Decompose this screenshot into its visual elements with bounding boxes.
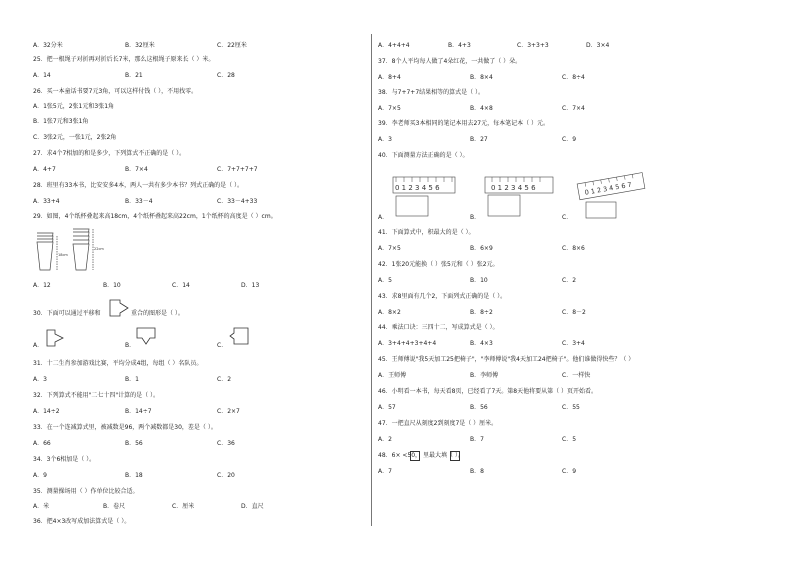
column-divider [371,34,372,526]
option: A．57 [378,404,396,411]
option: C．8×6 [562,245,585,252]
option: B．18 [125,472,143,479]
option: B．8÷2 [470,309,493,316]
question-32: 32．下列算式不能用"二七十四"计算的是（ ）。 [33,392,160,399]
question-27: 27．求4个7相加的和是多少，下列算式不正确的是（ ）。 [33,150,186,157]
question-43: 43．求8里面有几个2，下面列式正确的是（ ）。 [378,293,507,300]
question-25: 25．把一根绳子对折再对折后长7米，那么这根绳子原来长（ ）米。 [33,56,215,63]
option: A．14 [33,72,51,79]
option: A．8×2 [378,309,401,316]
blank-box [450,451,460,461]
option: B．32厘米 [125,42,155,49]
question-44: 44．乘法口诀：三四十二，写成算式是（ ）。 [378,324,499,331]
option: A．3+4+4+3+4+4 [378,340,437,347]
ruler-c-digits: 0 1 2 3 4 5 6 7 [584,180,633,197]
option: C．7+7+7+7 [217,166,258,173]
paper-cups-figure [35,228,105,274]
question-38: 38．与7+7+7结果相等的算式是（ ）。 [378,89,485,96]
option: A．1张5元，2张1元和3张1角 [33,103,115,110]
option: B．8 [470,468,484,475]
option: B． [470,214,481,221]
option: C． [217,342,228,349]
option: A．米 [33,503,50,510]
option: A．12 [33,282,51,289]
question-34: 34．3个6相加是（ ）。 [33,456,96,463]
option: B．10 [103,282,121,289]
option: C．3+3+3 [517,42,549,49]
option: A．4+7 [33,166,56,173]
ruler-c-figure [576,172,648,220]
shape-b-icon [135,326,157,346]
option: A．3 [378,136,392,143]
option: B．56 [470,404,488,411]
option: A．32分米 [33,42,63,49]
option: A．7×5 [378,245,401,252]
option: C．7×4 [562,105,585,112]
question-30: 30．下面可以通过平移和 [33,310,101,317]
option: B．4+3 [448,42,471,49]
question-39: 39．李老师买3本相同的笔记本用去27元，每本笔记本（ ）元。 [378,120,549,127]
option: C．一样快 [562,372,591,379]
question-33: 33．在一个连减算式里，被减数是96，两个减数都是30，差是（ ）。 [33,424,217,431]
option: B．8×4 [470,74,493,81]
option: C．55 [562,404,580,411]
question-26: 26．买一本童话书要7元3角，可以这样付钱（ ），不用找零。 [33,88,198,95]
option: B．33－4 [125,198,153,205]
blank-box [410,451,420,461]
option: B．7 [470,436,484,443]
ruler-b-figure [484,176,556,218]
option: C．14 [172,282,190,289]
option: C．3张2元，一张1元，2张2角 [33,134,117,141]
option: C．36 [217,440,235,447]
option: A． [33,342,44,349]
question-41: 41．下面算式中，积最大的是（ ）。 [378,229,475,236]
option: A．33+4 [33,198,60,205]
question-45: 45．王师傅说"我5天加工25把椅子"，"李师傅说"我4天加工24把椅子"。他们谁做得快些？（ ） [378,356,635,363]
question-37: 37．8个人平均每人做了4朵红花，一共做了（ ）朵。 [378,58,522,65]
option: C．8－2 [562,309,586,316]
option: C．2 [217,376,232,383]
option: C．5 [562,436,577,443]
option: A．8+4 [378,74,401,81]
option: D．3×4 [586,42,610,49]
option: A．66 [33,440,51,447]
cups-left-label: 18cm [58,253,68,257]
option: C．2×7 [217,408,240,415]
option: C．22厘米 [217,42,247,49]
option: A． [378,214,389,221]
option: A．14÷2 [33,408,60,415]
ruler-b-digits: 0 1 2 3 4 5 6 [491,184,536,192]
option: B．14÷7 [125,408,152,415]
cups-right-label: 22cm [94,247,104,251]
option: B．10 [470,277,488,284]
option: C．8÷4 [562,74,585,81]
question-48: 48．6× <50， 里最大填（ ）。 [378,452,464,459]
option: C．厘米 [172,503,195,510]
question-31: 31．十二生肖参加游戏比赛，平均分成4组，每组（ ）名队员。 [33,360,203,367]
option: A．5 [378,277,392,284]
shape-c-icon [228,326,250,346]
option: C．3+4 [562,340,585,347]
question-42: 42．1张20元能换（ ）张5元和（ ）张2元。 [378,261,499,268]
option: D．直尺 [241,503,264,510]
question-36: 36．把4×3改写成加法算式是（ ）。 [33,518,131,525]
option: B．李师傅 [470,372,499,379]
option: B．1张7元和3张1角 [33,118,89,125]
ruler-a-digits: 0 1 2 3 4 5 6 [395,184,440,192]
option: C．33－4+33 [217,198,258,205]
option: B．6×9 [470,245,493,252]
option: C．2 [562,277,577,284]
question-29: 29．如图，4个纸杯叠起来高18cm，4个纸杯叠起来高22cm，1个纸杯的高度是（ ）cm。 [33,213,277,220]
question-40: 40．下面测量方法正确的是（ ）。 [378,152,469,159]
option: A．2 [378,436,392,443]
option: C．20 [217,472,235,479]
option: A．3 [33,376,47,383]
reference-shape-icon [108,298,130,318]
option: B．4×3 [470,340,493,347]
question-30-tail: 重合的图形是（ ）。 [131,310,184,317]
option: B．1 [125,376,139,383]
question-35: 35．测量操场用（ ）作单位比较合适。 [33,488,139,495]
option: B．4×8 [470,105,493,112]
option: B．21 [125,72,143,79]
question-28: 28．班里有33本书，比安安多4本，两人一共有多少本书？列式正确的是（ ）。 [33,182,243,189]
option: B． [125,342,136,349]
option: A．4+4+4 [378,42,410,49]
option: C．9 [562,468,577,475]
option: D．13 [241,282,260,289]
ruler-a-figure [392,176,458,218]
option: C．9 [562,136,577,143]
option: B．卷尺 [103,503,126,510]
option: A．王师傅 [378,372,407,379]
option: A．9 [33,472,47,479]
option: B．7×4 [125,166,148,173]
question-46: 46．小明看一本书，每天看8页，已经看了7天。第8天他将要从第（ ）页开始看。 [378,388,597,395]
shape-a-icon [43,328,65,348]
option: A．7 [378,468,392,475]
option: B．27 [470,136,488,143]
option: B．56 [125,440,143,447]
option: C．28 [217,72,235,79]
option: C． [562,214,573,221]
question-47: 47．一把直尺从刻度2到刻度7是（ ）厘米。 [378,420,498,427]
option: A．7×5 [378,105,401,112]
